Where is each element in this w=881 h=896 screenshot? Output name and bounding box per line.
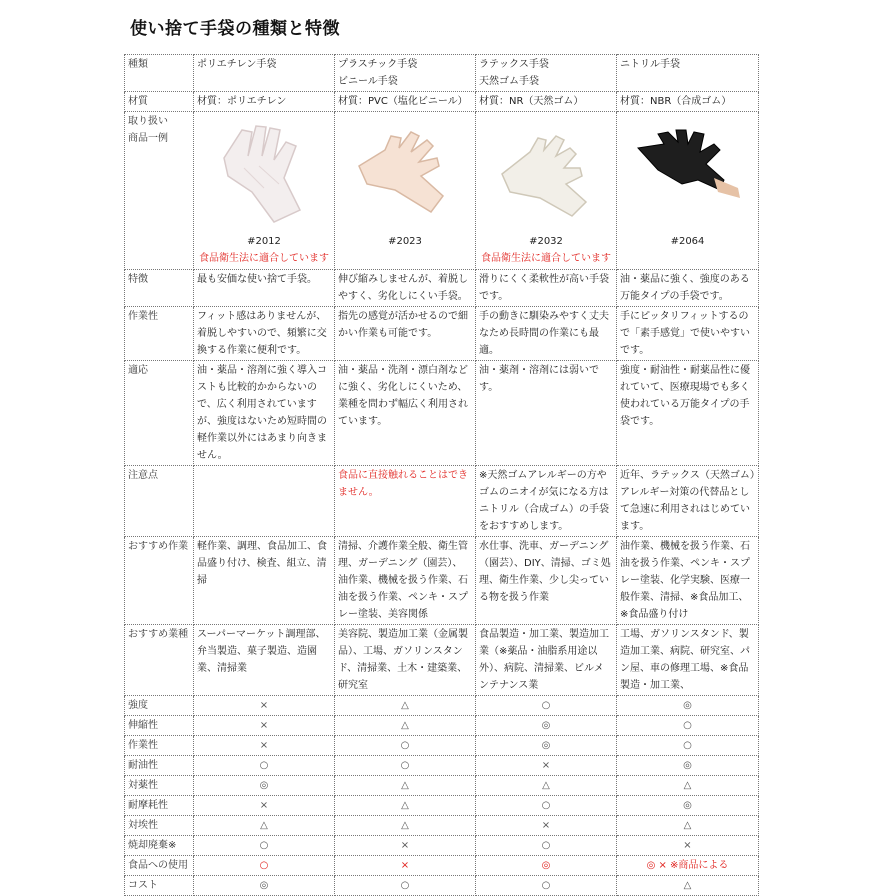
food-note: 食品衛生法に適合しています (199, 253, 329, 264)
rating-rows (125, 696, 759, 896)
rec-work-cell: 清掃、介護作業全般、衛生管理、ガーデニング（園芸）、油作業、機械を扱う作業、石油を扱う作業、ペンキ・スプレー塗装、美容関係 (335, 537, 476, 625)
row-label-products (125, 112, 194, 270)
rating-value: ◎ (194, 876, 335, 896)
type-alt-name: 天然ゴム手袋 (479, 76, 539, 87)
rating-row (125, 836, 759, 856)
product-code: #2064 (670, 236, 705, 247)
material-cell: 材質：NR（天然ゴム） (476, 92, 617, 112)
rating-value: ○ (194, 856, 335, 876)
rating-label: 食品への使用 (125, 856, 194, 876)
row-label-workability: 作業性 (125, 307, 194, 361)
rating-value: ○ (617, 736, 759, 756)
glove-photo (620, 113, 755, 233)
rating-row (125, 816, 759, 836)
rating-row (125, 776, 759, 796)
glove-photo (338, 113, 472, 233)
latex-glove-icon (486, 118, 606, 228)
feature-cell: 滑りにくく柔軟性が高い手袋です。 (476, 270, 617, 307)
caution-cell (194, 466, 335, 537)
rating-label: コスト (125, 876, 194, 896)
type-cell (476, 55, 617, 92)
rating-row (125, 856, 759, 876)
type-alt-name: ビニール手袋 (338, 76, 398, 87)
rating-label: 強度 (125, 696, 194, 716)
glove-photo (479, 113, 613, 233)
material-cell: 材質：ポリエチレン (194, 92, 335, 112)
rating-value: ○ (476, 876, 617, 896)
rating-value: ◎ (617, 796, 759, 816)
feature-cell: 最も安価な使い捨て手袋。 (194, 270, 335, 307)
caution-cell: 近年、ラテックス（天然ゴム）アレルギー対策の代替品として急速に利用されはじめています。 (617, 466, 759, 537)
rating-row (125, 716, 759, 736)
product-code: #2032 (529, 236, 563, 247)
rating-value: × (476, 816, 617, 836)
rec-industry-cell: スーパーマーケット調理部、弁当製造、菓子製造、造園業、清掃業 (194, 625, 335, 696)
row-label-caution: 注意点 (125, 466, 194, 537)
type-cell (335, 55, 476, 92)
caution-cell: ※天然ゴムアレルギーの方やゴムのニオイが気になる方はニトリル（合成ゴム）の手袋をおすすめします。 (476, 466, 617, 537)
type-name: ラテックス手袋 (479, 59, 549, 70)
type-name: ポリエチレン手袋 (197, 59, 277, 70)
type-cell (194, 55, 335, 92)
product-cell (617, 112, 759, 270)
table-row (125, 55, 759, 92)
table-row (125, 537, 759, 625)
feature-cell: 油・薬品に強く、強度のある万能タイプの手袋です。 (617, 270, 759, 307)
rating-row (125, 696, 759, 716)
rating-value: △ (335, 696, 476, 716)
rating-label: 耐油性 (125, 756, 194, 776)
type-name: ニトリル手袋 (620, 59, 680, 70)
page-title: 使い捨て手袋の種類と特徴 (130, 19, 340, 39)
rating-value: △ (335, 816, 476, 836)
feature-cell: 伸び縮みしませんが、着脱しやすく、劣化しにくい手袋。 (335, 270, 476, 307)
rating-value: × (335, 856, 476, 876)
rating-value: ○ (476, 836, 617, 856)
rating-value: × (194, 736, 335, 756)
rating-value: × (194, 716, 335, 736)
table-row (125, 307, 759, 361)
rating-value: ◎ (476, 736, 617, 756)
workability-cell: フィット感はありませんが、着脱しやすいので、頻繁に交換する作業に便利です。 (194, 307, 335, 361)
rating-value: ◎ (617, 696, 759, 716)
rating-value: △ (335, 776, 476, 796)
rating-value: △ (476, 776, 617, 796)
row-label-products-line1: 取り扱い (128, 116, 168, 127)
table-row (125, 270, 759, 307)
rating-value: ○ (335, 756, 476, 776)
rating-row (125, 876, 759, 896)
table-row (125, 625, 759, 696)
rating-value: × (617, 836, 759, 856)
product-cell (335, 112, 476, 270)
rating-label: 対薬性 (125, 776, 194, 796)
vinyl-glove-icon (345, 118, 465, 228)
row-label-products-line2: 商品一例 (128, 133, 168, 144)
rating-value: ○ (335, 736, 476, 756)
row-label-suit: 適応 (125, 361, 194, 466)
rating-value: △ (194, 816, 335, 836)
table-row (125, 466, 759, 537)
rating-value: △ (617, 816, 759, 836)
rating-value: ○ (476, 696, 617, 716)
workability-cell: 手の動きに馴染みやすく丈夫なため長時間の作業にも最適。 (476, 307, 617, 361)
poly-glove-icon (204, 118, 324, 228)
suit-cell: 油・薬品・溶剤に強く導入コストも比較的かからないので、広く利用されていますが、強度はないため短時間の軽作業以外にはあまり向きません。 (194, 361, 335, 466)
rating-value: ◎ × ※商品による (617, 856, 759, 876)
rating-value: × (194, 796, 335, 816)
food-note: 食品衛生法に適合しています (481, 253, 611, 264)
rec-industry-cell: 美容院、製造加工業（金属製品）、工場、ガソリンスタンド、清掃業、土木・建築業、研究室 (335, 625, 476, 696)
rec-industry-cell: 工場、ガソリンスタンド、製造加工業、病院、研究室、パン屋、車の修理工場、※食品製造・加工業、 (617, 625, 759, 696)
row-label-material: 材質 (125, 92, 194, 112)
rec-work-cell: 油作業、機械を扱う作業、石油を扱う作業、ペンキ・スプレー塗装、化学実験、医療一般作業、清掃、※食品加工、※食品盛り付け (617, 537, 759, 625)
row-label-type: 種類 (125, 55, 194, 92)
product-cell (194, 112, 335, 270)
rating-value: △ (617, 876, 759, 896)
row-label-feature: 特徴 (125, 270, 194, 307)
rec-work-cell: 軽作業、調理、食品加工、食品盛り付け、検査、組立、清掃 (194, 537, 335, 625)
rating-row (125, 796, 759, 816)
rating-value: ○ (194, 836, 335, 856)
product-cell (476, 112, 617, 270)
type-name: プラスチック手袋 (338, 59, 418, 70)
table-row (125, 112, 759, 270)
material-cell: 材質：PVC（塩化ビニール） (335, 92, 476, 112)
suit-cell: 油・薬品・洗剤・漂白剤などに強く、劣化しにくいため、業種を問わず幅広く利用されています。 (335, 361, 476, 466)
rating-value: × (335, 836, 476, 856)
suit-cell: 油・薬剤・溶剤には弱いです。 (476, 361, 617, 466)
rating-label: 焼却廃棄※ (125, 836, 194, 856)
rating-value: × (476, 756, 617, 776)
rating-value: △ (335, 716, 476, 736)
row-label-rec-industry: おすすめ業種 (125, 625, 194, 696)
product-code: #2023 (388, 236, 422, 247)
rating-value: × (194, 696, 335, 716)
rating-value: ◎ (194, 776, 335, 796)
table-row (125, 92, 759, 112)
rating-row (125, 736, 759, 756)
caution-cell: 食品に直接触れることはできません。 (335, 466, 476, 537)
rec-work-cell: 水仕事、洗車、ガーデニング（園芸）、DIY、清掃、ゴミ処理、衛生作業、少し尖っている物を扱う作業 (476, 537, 617, 625)
workability-cell: 指先の感覚が活かせるので細かい作業も可能です。 (335, 307, 476, 361)
suit-cell: 強度・耐油性・耐薬品性に優れていて、医療現場でも多く使われている万能タイプの手袋です。 (617, 361, 759, 466)
glove-photo (197, 113, 331, 233)
row-label-rec-work: おすすめ作業 (125, 537, 194, 625)
nitrile-glove-icon (628, 118, 748, 228)
rating-value: ○ (476, 796, 617, 816)
rating-value: ◎ (617, 756, 759, 776)
material-cell: 材質：NBR（合成ゴム） (617, 92, 759, 112)
rating-value: ◎ (476, 716, 617, 736)
product-code: #2012 (247, 236, 281, 247)
rating-value: △ (335, 796, 476, 816)
rating-value: ◎ (476, 856, 617, 876)
rating-row (125, 756, 759, 776)
rating-value: ○ (194, 756, 335, 776)
glove-comparison-table (124, 54, 759, 896)
rating-label: 伸縮性 (125, 716, 194, 736)
rating-value: △ (617, 776, 759, 796)
rating-label: 耐摩耗性 (125, 796, 194, 816)
table-row (125, 361, 759, 466)
rec-industry-cell: 食品製造・加工業、製造加工業（※薬品・油脂系用途以外）、病院、清掃業、ビルメンテナンス業 (476, 625, 617, 696)
rating-value: ○ (335, 876, 476, 896)
workability-cell: 手にピッタリフィットするので「素手感覚」で使いやすいです。 (617, 307, 759, 361)
type-cell (617, 55, 759, 92)
rating-value: ○ (617, 716, 759, 736)
rating-label: 作業性 (125, 736, 194, 756)
rating-label: 対埃性 (125, 816, 194, 836)
